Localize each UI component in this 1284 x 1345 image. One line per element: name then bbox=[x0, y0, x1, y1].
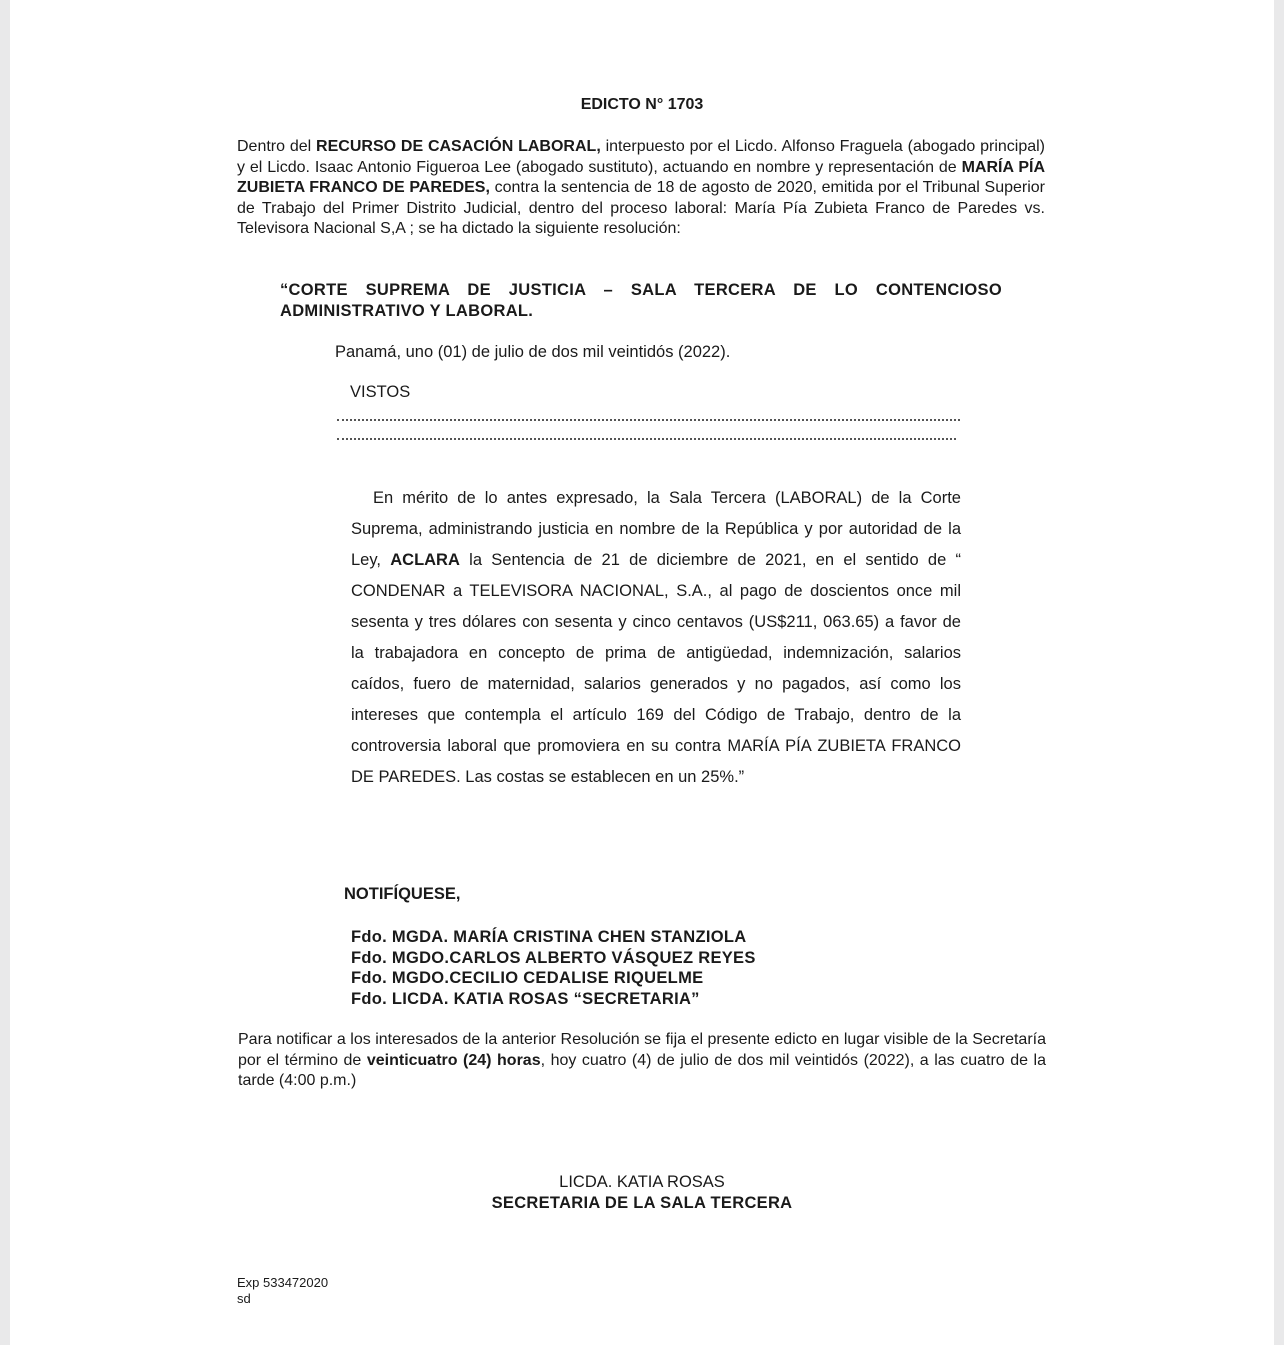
typist-initials: sd bbox=[237, 1291, 251, 1306]
closing-bold-term: veinticuatro (24) horas bbox=[366, 1051, 541, 1069]
intro-paragraph bbox=[237, 137, 1045, 240]
vistos-label: VISTOS bbox=[350, 383, 411, 401]
footer-reference bbox=[237, 1275, 328, 1307]
signature-line: Fdo. MGDO.CECILIO CEDALISE RIQUELME bbox=[351, 969, 704, 987]
resolution-paragraph bbox=[351, 483, 961, 793]
notify-heading: NOTIFÍQUESE, bbox=[344, 885, 461, 903]
signature-line: Fdo. LICDA. KATIA ROSAS “SECRETARIA” bbox=[351, 989, 700, 1008]
court-heading: “CORTE SUPREMA DE JUSTICIA – SALA TERCERA DE LO CONTENCIOSO ADMINISTRATIVO Y LABORAL. bbox=[280, 281, 1002, 320]
signature-block bbox=[351, 927, 756, 1009]
place-date: Panamá, uno (01) de julio de dos mil veintidós (2022). bbox=[335, 343, 731, 361]
intro-text-2: interpuesto por el Licdo. Alfonso Fraguela (abogado principal) y el Licdo. Isaac Antonio Figueroa Lee (abogado sustituto), actuando en nombre y representación de bbox=[237, 138, 1046, 176]
resolution-text-1: En mérito de lo antes expresado, la Sala Tercera (LABORAL) de la Corte Suprema, administrando justicia en nombre de la República y por autoridad de la Ley, bbox=[351, 489, 961, 569]
resolution-bold-aclara: ACLARA bbox=[390, 551, 460, 569]
edict-title: EDICTO N° 1703 bbox=[580, 96, 704, 113]
closing-text-1: Para notificar a los interesados de la anterior Resolución se fija el presente edicto en lugar visible de la Secretaría por el término de bbox=[238, 1031, 1046, 1069]
dotted-line-2 bbox=[337, 438, 956, 440]
signature-line: Fdo. MGDA. MARÍA CRISTINA CHEN STANZIOLA bbox=[351, 928, 747, 946]
signature-line: Fdo. MGDO.CARLOS ALBERTO VÁSQUEZ REYES bbox=[351, 948, 756, 967]
dotted-line-1 bbox=[337, 419, 960, 421]
intro-bold-appeal: RECURSO DE CASACIÓN LABORAL, bbox=[316, 138, 601, 155]
closing-paragraph bbox=[238, 1030, 1046, 1092]
document-page bbox=[10, 0, 1274, 1345]
file-number: Exp 533472020 bbox=[237, 1275, 329, 1290]
intro-text-3: contra la sentencia de 18 de agosto de 2020, emitida por el Tribunal Superior de Trabajo del Primer Distrito Judicial, dentro del proceso laboral: María Pía Zubieta Franco de Paredes vs. Televisora Nacional S,A ; se ha dictado la siguiente resolución: bbox=[237, 179, 1046, 237]
intro-text-1: Dentro del bbox=[237, 138, 317, 155]
intro-bold-party: MARÍA PÍA ZUBIETA FRANCO DE PAREDES, bbox=[237, 158, 1046, 196]
closing-text-2: , hoy cuatro (4) de julio de dos mil veintidós (2022), a las cuatro de la tarde (4:00 p.m.) bbox=[238, 1051, 1046, 1089]
secretary-name: LICDA. KATIA ROSAS bbox=[559, 1173, 725, 1191]
secretary-title: SECRETARIA DE LA SALA TERCERA bbox=[491, 1194, 793, 1212]
resolution-text-2: la Sentencia de 21 de diciembre de 2021, en el sentido de “ CONDENAR a TELEVISORA NACIONAL, S.A., al pago de doscientos once mil sesenta y tres dólares con sesenta y cinco centavos (US$211, 063.65) a favor de la trabajadora en concepto de prima de antigüedad, indemnización, salarios caídos, fuero de maternidad, salarios generados y no pagados, así como los intereses que contempla el artículo 169 del Código de Trabajo, dentro de la controversia laboral que promoviera en su contra MARÍA PÍA ZUBIETA FRANCO DE PAREDES. Las costas se establecen en un 25%.” bbox=[351, 551, 962, 786]
